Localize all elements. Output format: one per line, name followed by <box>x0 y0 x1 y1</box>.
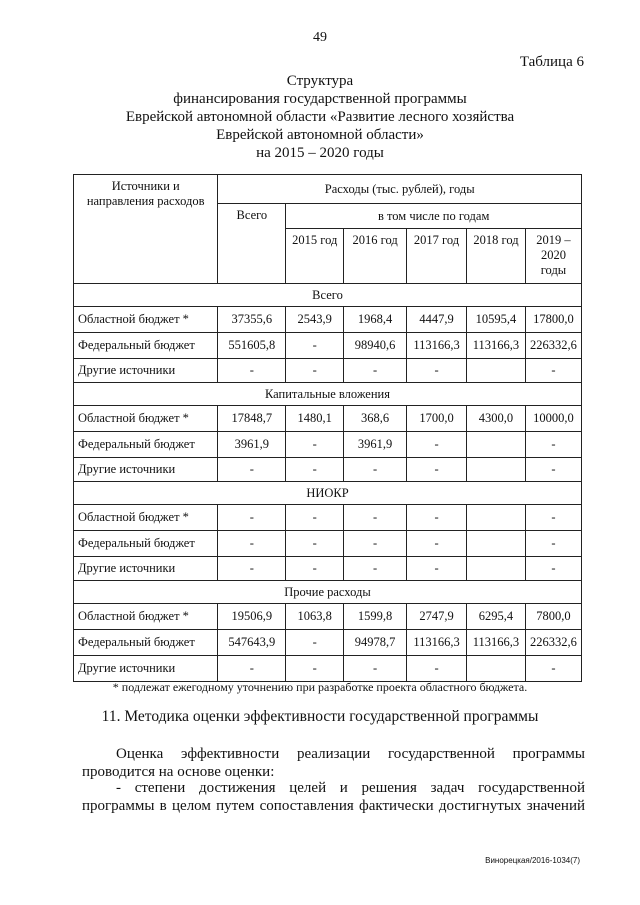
row-source: Другие источники <box>74 557 218 581</box>
cell-value <box>467 359 526 383</box>
table-row <box>74 432 582 458</box>
paragraph-line: - степени достижения целей и решения задач государственной <box>116 780 585 796</box>
header-year: 2017 год <box>407 229 467 284</box>
row-source: Областной бюджет * <box>74 307 218 333</box>
table-row <box>74 505 582 531</box>
cell-value: 19506,9 <box>218 604 286 630</box>
section-title: Всего <box>74 284 582 307</box>
cell-value: - <box>525 505 581 531</box>
cell-value: 226332,6 <box>525 630 581 656</box>
cell-value: 1700,0 <box>407 406 467 432</box>
table-row <box>74 531 582 557</box>
cell-value: - <box>286 630 344 656</box>
cell-value: 113166,3 <box>467 333 526 359</box>
cell-value: 4447,9 <box>407 307 467 333</box>
cell-value: - <box>286 458 344 482</box>
cell-value: - <box>286 359 344 383</box>
cell-value: 113166,3 <box>407 630 467 656</box>
row-source: Федеральный бюджет <box>74 531 218 557</box>
table-row <box>74 406 582 432</box>
cell-value <box>467 505 526 531</box>
row-source: Другие источники <box>74 656 218 682</box>
cell-value: - <box>525 557 581 581</box>
table-row <box>74 333 582 359</box>
cell-value: - <box>286 505 344 531</box>
section-heading: 11. Методика оценки эффективности государственной программы <box>101 708 539 725</box>
paragraph-line: программы в целом путем сопоставления фактически достигнутых значений <box>82 798 585 814</box>
cell-value: - <box>407 531 467 557</box>
row-source: Областной бюджет * <box>74 505 218 531</box>
cell-value: 7800,0 <box>525 604 581 630</box>
header-year: 2016 год <box>344 229 407 284</box>
cell-value: - <box>218 656 286 682</box>
table-footnote: * подлежат ежегодному уточнению при разработке проекта областного бюджета. <box>112 680 528 694</box>
table-label: Таблица 6 <box>519 54 584 70</box>
header-year: 2015 год <box>286 229 344 284</box>
cell-value: 1599,8 <box>344 604 407 630</box>
cell-value: - <box>218 557 286 581</box>
row-source: Федеральный бюджет <box>74 333 218 359</box>
row-source: Федеральный бюджет <box>74 432 218 458</box>
row-source: Областной бюджет * <box>74 604 218 630</box>
page-number: 49 <box>313 30 327 45</box>
cell-value: 3961,9 <box>218 432 286 458</box>
cell-value: 98940,6 <box>344 333 407 359</box>
cell-value: 6295,4 <box>467 604 526 630</box>
row-source: Другие источники <box>74 458 218 482</box>
row-source: Другие источники <box>74 359 218 383</box>
cell-value: 1480,1 <box>286 406 344 432</box>
cell-value <box>467 656 526 682</box>
funding-table <box>73 174 582 682</box>
cell-value: - <box>286 656 344 682</box>
cell-value: - <box>525 359 581 383</box>
table-row <box>74 630 582 656</box>
header-year: 2018 год <box>467 229 526 284</box>
cell-value: 37355,6 <box>218 307 286 333</box>
table-row <box>74 307 582 333</box>
cell-value: 17848,7 <box>218 406 286 432</box>
table-row <box>74 458 582 482</box>
section-title: Капитальные вложения <box>74 383 582 406</box>
cell-value: 368,6 <box>344 406 407 432</box>
header-expenses: Расходы (тыс. рублей), годы <box>218 175 582 204</box>
cell-value: - <box>344 505 407 531</box>
cell-value: - <box>286 557 344 581</box>
cell-value: - <box>344 531 407 557</box>
cell-value <box>467 458 526 482</box>
cell-value: - <box>525 531 581 557</box>
cell-value: - <box>525 458 581 482</box>
cell-value <box>467 531 526 557</box>
paragraph <box>82 779 585 815</box>
document-stamp: Винорецкая/2016-1034(7) <box>485 856 580 865</box>
cell-value: - <box>286 333 344 359</box>
cell-value: - <box>218 505 286 531</box>
row-source: Областной бюджет * <box>74 406 218 432</box>
cell-value: 10595,4 <box>467 307 526 333</box>
cell-value: - <box>407 505 467 531</box>
table-row <box>74 656 582 682</box>
cell-value: - <box>407 432 467 458</box>
cell-value: 4300,0 <box>467 406 526 432</box>
table-row <box>74 359 582 383</box>
header-sources: Источники и направления расходов <box>74 175 218 284</box>
cell-value: - <box>525 432 581 458</box>
cell-value: 2543,9 <box>286 307 344 333</box>
cell-value <box>467 557 526 581</box>
title-line: финансирования государственной программы <box>173 91 467 107</box>
paragraph-line: Оценка эффективности реализации государственной программы <box>116 746 585 762</box>
cell-value: - <box>344 458 407 482</box>
cell-value: 3961,9 <box>344 432 407 458</box>
title-line: Структура <box>286 73 354 89</box>
cell-value: 547643,9 <box>218 630 286 656</box>
header-by-years: в том числе по годам <box>286 204 582 229</box>
cell-value: - <box>344 656 407 682</box>
cell-value: - <box>218 458 286 482</box>
cell-value: - <box>218 359 286 383</box>
cell-value: - <box>344 359 407 383</box>
cell-value: - <box>407 557 467 581</box>
header-year: 2019 – 2020 годы <box>525 229 581 284</box>
table-title <box>0 72 640 162</box>
cell-value: - <box>286 432 344 458</box>
section-title: Прочие расходы <box>74 581 582 604</box>
header-total: Всего <box>218 204 286 284</box>
cell-value: 10000,0 <box>525 406 581 432</box>
cell-value: 1968,4 <box>344 307 407 333</box>
title-line: Еврейской автономной области» <box>216 127 424 143</box>
cell-value: - <box>407 458 467 482</box>
paragraph <box>82 745 585 781</box>
cell-value: 113166,3 <box>407 333 467 359</box>
title-line: Еврейской автономной области «Развитие лесного хозяйства <box>125 109 515 125</box>
title-line: на 2015 – 2020 годы <box>256 145 384 161</box>
cell-value: 1063,8 <box>286 604 344 630</box>
cell-value: 2747,9 <box>407 604 467 630</box>
section-title: НИОКР <box>74 482 582 505</box>
cell-value: - <box>218 531 286 557</box>
cell-value: 226332,6 <box>525 333 581 359</box>
row-source: Федеральный бюджет <box>74 630 218 656</box>
cell-value: 113166,3 <box>467 630 526 656</box>
cell-value: - <box>286 531 344 557</box>
cell-value: - <box>525 656 581 682</box>
table-row <box>74 557 582 581</box>
cell-value: - <box>407 656 467 682</box>
cell-value: 551605,8 <box>218 333 286 359</box>
cell-value: - <box>344 557 407 581</box>
cell-value <box>467 432 526 458</box>
cell-value: 17800,0 <box>525 307 581 333</box>
cell-value: - <box>407 359 467 383</box>
paragraph-line: проводится на основе оценки: <box>82 764 275 780</box>
cell-value: 94978,7 <box>344 630 407 656</box>
table-row <box>74 604 582 630</box>
